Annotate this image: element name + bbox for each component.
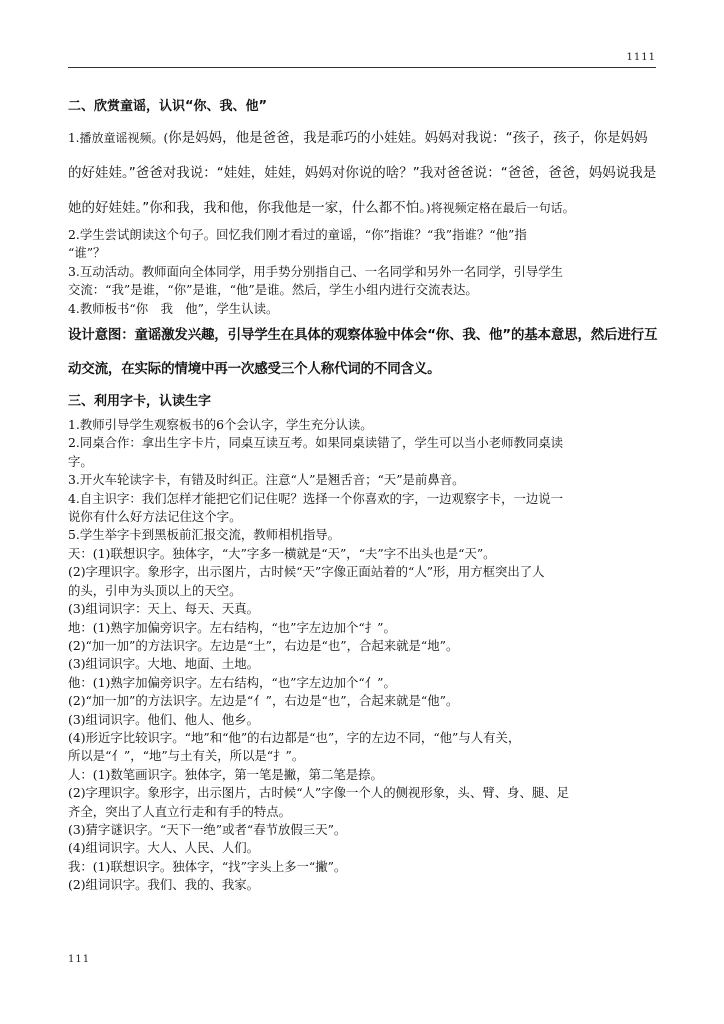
body-line: (2)“加一加”的方法识字。左边是“亻”，右边是“也”，合起来就是“他”。 xyxy=(68,693,459,709)
item-1-prefix: 1.播放童谣视频。( xyxy=(68,131,169,145)
section-heading-2: 二、欣赏童谣，认识“你、我、他” xyxy=(68,99,268,114)
body-line: (3)猜字谜识字。“天下一绝”或者“春节放假三天”。 xyxy=(68,821,347,837)
body-line: 所以是“亻”，“地”与土有关，所以是“扌”。 xyxy=(68,748,305,764)
body-line: (3)组词识字：天上、每天、天真。 xyxy=(68,601,260,617)
page-content xyxy=(68,97,658,895)
body-line: 5.学生举字卡到黑板前汇报交流，教师相机指导。 xyxy=(68,527,341,543)
body-line: (3)组词识字。他们、他人、他乡。 xyxy=(68,711,260,727)
body-line: (4)组词识字。大人、人民、人们。 xyxy=(68,840,260,856)
header-page-number: 1111 xyxy=(626,52,656,63)
nursery-rhyme-text: 你是妈妈，他是爸爸，我是乖巧的小娃娃。妈妈对我说：“孩子，孩子，你是妈妈的好娃娃。”爸爸对我说：“娃娃，娃娃，妈妈对你说的啥？”我对爸爸说：“爸爸，爸爸，妈妈说我是她的好娃娃。”你和我，我和他，你我他是一家，什么都不怕。 xyxy=(68,130,657,216)
item-2-line-1: 2.学生尝试朗读这个句子。回忆我们刚才看过的童谣，“你”指谁？“我”指谁？“他”指 xyxy=(68,227,527,242)
body-line: 我：(1)联想识字。独体字，“找”字头上多一“撇”。 xyxy=(68,858,347,874)
body-line: 天：(1)联想识字。独体字，“大”字多一横就是“天”，“夫”字不出头也是“天”。 xyxy=(68,545,496,561)
body-line: (2)“加一加”的方法识字。左边是“土”，右边是“也”，合起来就是“地”。 xyxy=(68,637,459,653)
body-line: (3)组词识字。大地、地面、土地。 xyxy=(68,656,260,672)
body-line: 4.自主识字：我们怎样才能把它们记住呢？选择一个你喜欢的字，一边观察字卡，一边说一 xyxy=(68,490,564,506)
body-line: (2)字理识字。象形字，出示图片，古时候“人”字像一个人的侧视形象，头、臂、身、腿、足 xyxy=(68,785,570,801)
body-line: 3.开火车轮读字卡，有错及时纠正。注意“人”是翘舌音；“天”是前鼻音。 xyxy=(68,472,465,488)
section-3-body xyxy=(68,416,658,895)
section-heading-3: 三、利用字卡，认读生字 xyxy=(68,394,212,410)
footer-page-number: 111 xyxy=(68,954,91,965)
body-line: 2.同桌合作：拿出生字卡片，同桌互读互考。如果同桌读错了，学生可以当小老师教同桌读 xyxy=(68,435,564,451)
design-intent-paragraph: 设计意图：童谣激发兴趣，引导学生在具体的观察体验中体会“你、我、他”的基本意思，然后进行互动交流，在实际的情境中再一次感受三个人称代词的不同含义。 xyxy=(68,327,658,378)
body-line: 1.教师引导学生观察板书的6个会认字，学生充分认读。 xyxy=(68,417,373,433)
body-line: 的头，引申为头顶以上的天空。 xyxy=(68,582,242,598)
body-line: (2)字理识字。象形字，出示图片，古时候“天”字像正面站着的“人”形，用方框突出了人 xyxy=(68,564,545,580)
body-line: 他：(1)熟字加偏旁识字。左右结构，“也”字左边加个“亻”。 xyxy=(68,674,396,690)
body-line: 齐全，突出了人直立行走和有手的特点。 xyxy=(68,803,292,819)
item-3-line-1: 3.互动活动。教师面向全体同学，用手势分别指自己、一名同学和另外一名同学，引导学生 xyxy=(68,263,564,279)
item-1-suffix: )将视频定格在最后一句话。 xyxy=(426,201,575,215)
header-divider xyxy=(68,67,656,68)
body-line: 人：(1)数笔画识字。独体字，第一笔是撇，第二笔是捺。 xyxy=(68,766,383,782)
item-3-line-2: 交流：“我”是谁，“你”是谁，“他”是谁。然后，学生小组内进行交流表达。 xyxy=(68,282,478,298)
body-line: 说你有什么好方法记住这个字。 xyxy=(68,509,242,525)
item-1-paragraph xyxy=(68,121,658,226)
body-line: (2)组词识字。我们、我的、我家。 xyxy=(68,877,260,893)
body-line: (4)形近字比较识字。“地”和“他”的右边都是“也”，字的左边不同，“他”与人有关， xyxy=(68,729,521,745)
body-line: 地：(1)熟字加偏旁识字。左右结构，“也”字左边加个“扌”。 xyxy=(68,619,396,635)
item-2-line-2: “谁”？ xyxy=(68,245,106,261)
item-4: 4.教师板书“你 我 他”，学生认读。 xyxy=(68,300,279,316)
body-line: 字。 xyxy=(68,453,93,469)
